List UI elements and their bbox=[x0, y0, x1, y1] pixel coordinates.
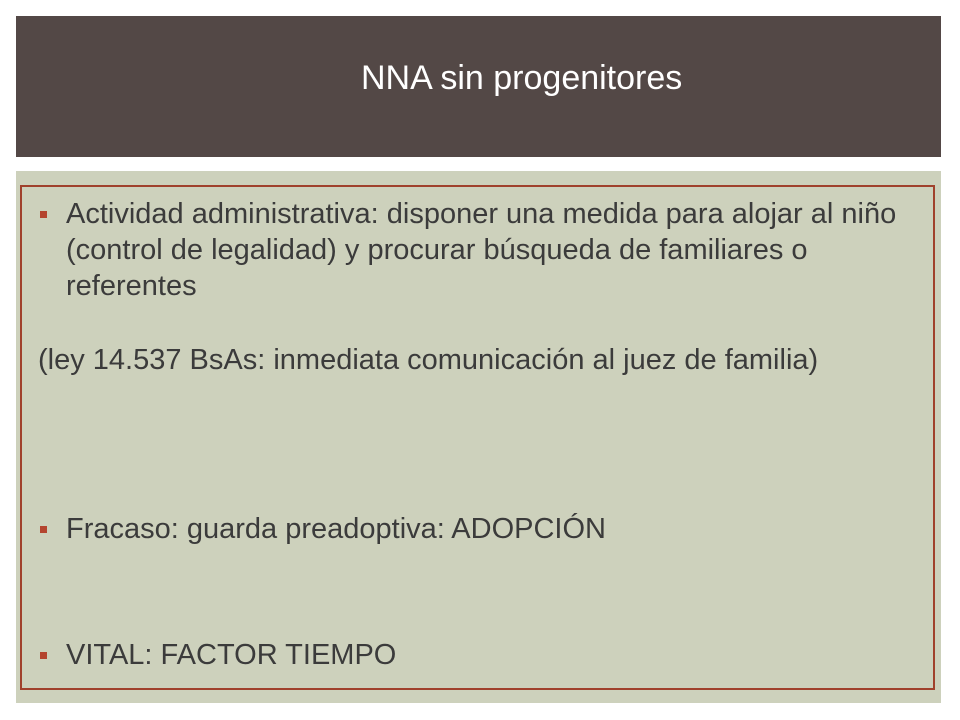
bullet-item-2: Fracaso: guarda preadoptiva: ADOPCIÓN bbox=[66, 513, 606, 545]
square-bullet-icon bbox=[40, 526, 47, 533]
legal-note: (ley 14.537 BsAs: inmediata comunicación al juez de familia) bbox=[38, 344, 819, 376]
slide-title: NNA sin progenitores bbox=[361, 59, 683, 97]
square-bullet-icon bbox=[40, 652, 47, 659]
bullet-item-3: VITAL: FACTOR TIEMPO bbox=[66, 639, 397, 671]
bullet-item-1: Actividad administrativa: disponer una medida para alojar al niño (control de legalidad) y procurar búsqueda de familiares o referentes bbox=[66, 198, 897, 302]
title-bar bbox=[16, 16, 941, 157]
square-bullet-icon bbox=[40, 211, 47, 218]
